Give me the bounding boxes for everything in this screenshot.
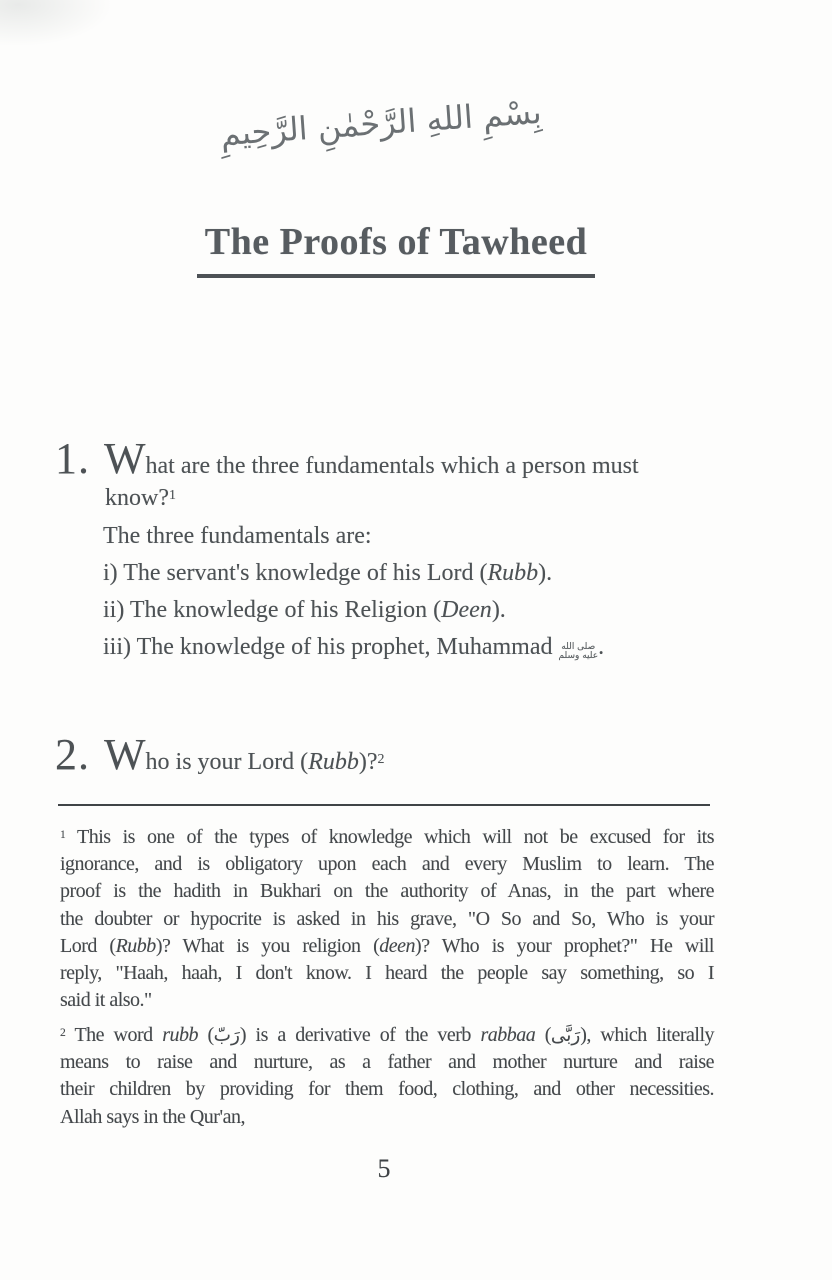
footnote-2 xyxy=(60,1022,714,1131)
answer-list xyxy=(103,518,728,666)
question-1 xyxy=(55,434,720,513)
answer-item: ii) The knowledge of his Religion (Deen). xyxy=(103,597,506,623)
question-2-line-1 xyxy=(55,730,720,779)
question-1-line-2: know?$^1$ xyxy=(105,485,176,511)
question-text: ho is your Lord (Rubb)?$^2$ xyxy=(145,749,385,775)
question-1-line-1 xyxy=(55,434,720,483)
pbuh-calligraphy-icon: صلى الله عليه وسلم xyxy=(558,642,599,661)
question-2 xyxy=(55,730,720,779)
footnote-1 xyxy=(60,824,714,1014)
footnote-line: $^1$ This is one of the types of knowledge which will not be excused for its xyxy=(60,826,714,848)
footnote-line: Lord (Rubb)? What is you religion (deen)? Who is your prophet?" He will xyxy=(60,934,714,957)
footnote-line: ignorance, and is obligatory upon each and every Muslim to learn. The xyxy=(60,853,714,876)
scan-artifact xyxy=(0,0,120,50)
question-number: 1. xyxy=(55,434,90,483)
answer-intro: The three fundamentals are: xyxy=(103,523,372,549)
footnote-line: means to raise and nurture, as a father and mother nurture and raise xyxy=(60,1051,714,1074)
bismillah-calligraphy: بِسْمِ اللهِ الرَّحْمٰنِ الرَّحِيمِ xyxy=(219,92,543,154)
footnote-line: the doubter or hypocrite is asked in his grave, "O So and So, Who is your xyxy=(60,907,714,930)
footnote-line: said it also." xyxy=(60,989,152,1012)
title-wrap xyxy=(0,220,832,278)
footnote-line: $^2$ The word rubb (رَبّ) is a derivative of the verb rabbaa (رَبَّى), which literally xyxy=(60,1024,715,1046)
footnote-line: proof is the hadith in Bukhari on the authority of Anas, in the part where xyxy=(60,880,714,903)
page-title: The Proofs of Tawheed xyxy=(197,220,595,278)
footnote-divider xyxy=(58,804,710,806)
answer-item: iii) The knowledge of his prophet, Muhammad صلى الله عليه وسلم . xyxy=(103,634,605,661)
footnote-line: reply, "Haah, haah, I don't know. I heard the people say something, so I xyxy=(60,962,714,985)
question-number: 2. xyxy=(55,730,90,779)
question-dropcap: W xyxy=(104,730,146,779)
question-dropcap: W xyxy=(104,434,146,483)
footnote-line: Allah says in the Qur'an, xyxy=(60,1105,245,1128)
answer-item: i) The servant's knowledge of his Lord (Rubb). xyxy=(103,560,553,586)
footnote-line: their children by providing for them food, clothing, and other necessities. xyxy=(60,1078,714,1101)
question-text: hat are the three fundamentals which a person must xyxy=(145,453,639,479)
page-number: 5 xyxy=(377,1154,391,1183)
